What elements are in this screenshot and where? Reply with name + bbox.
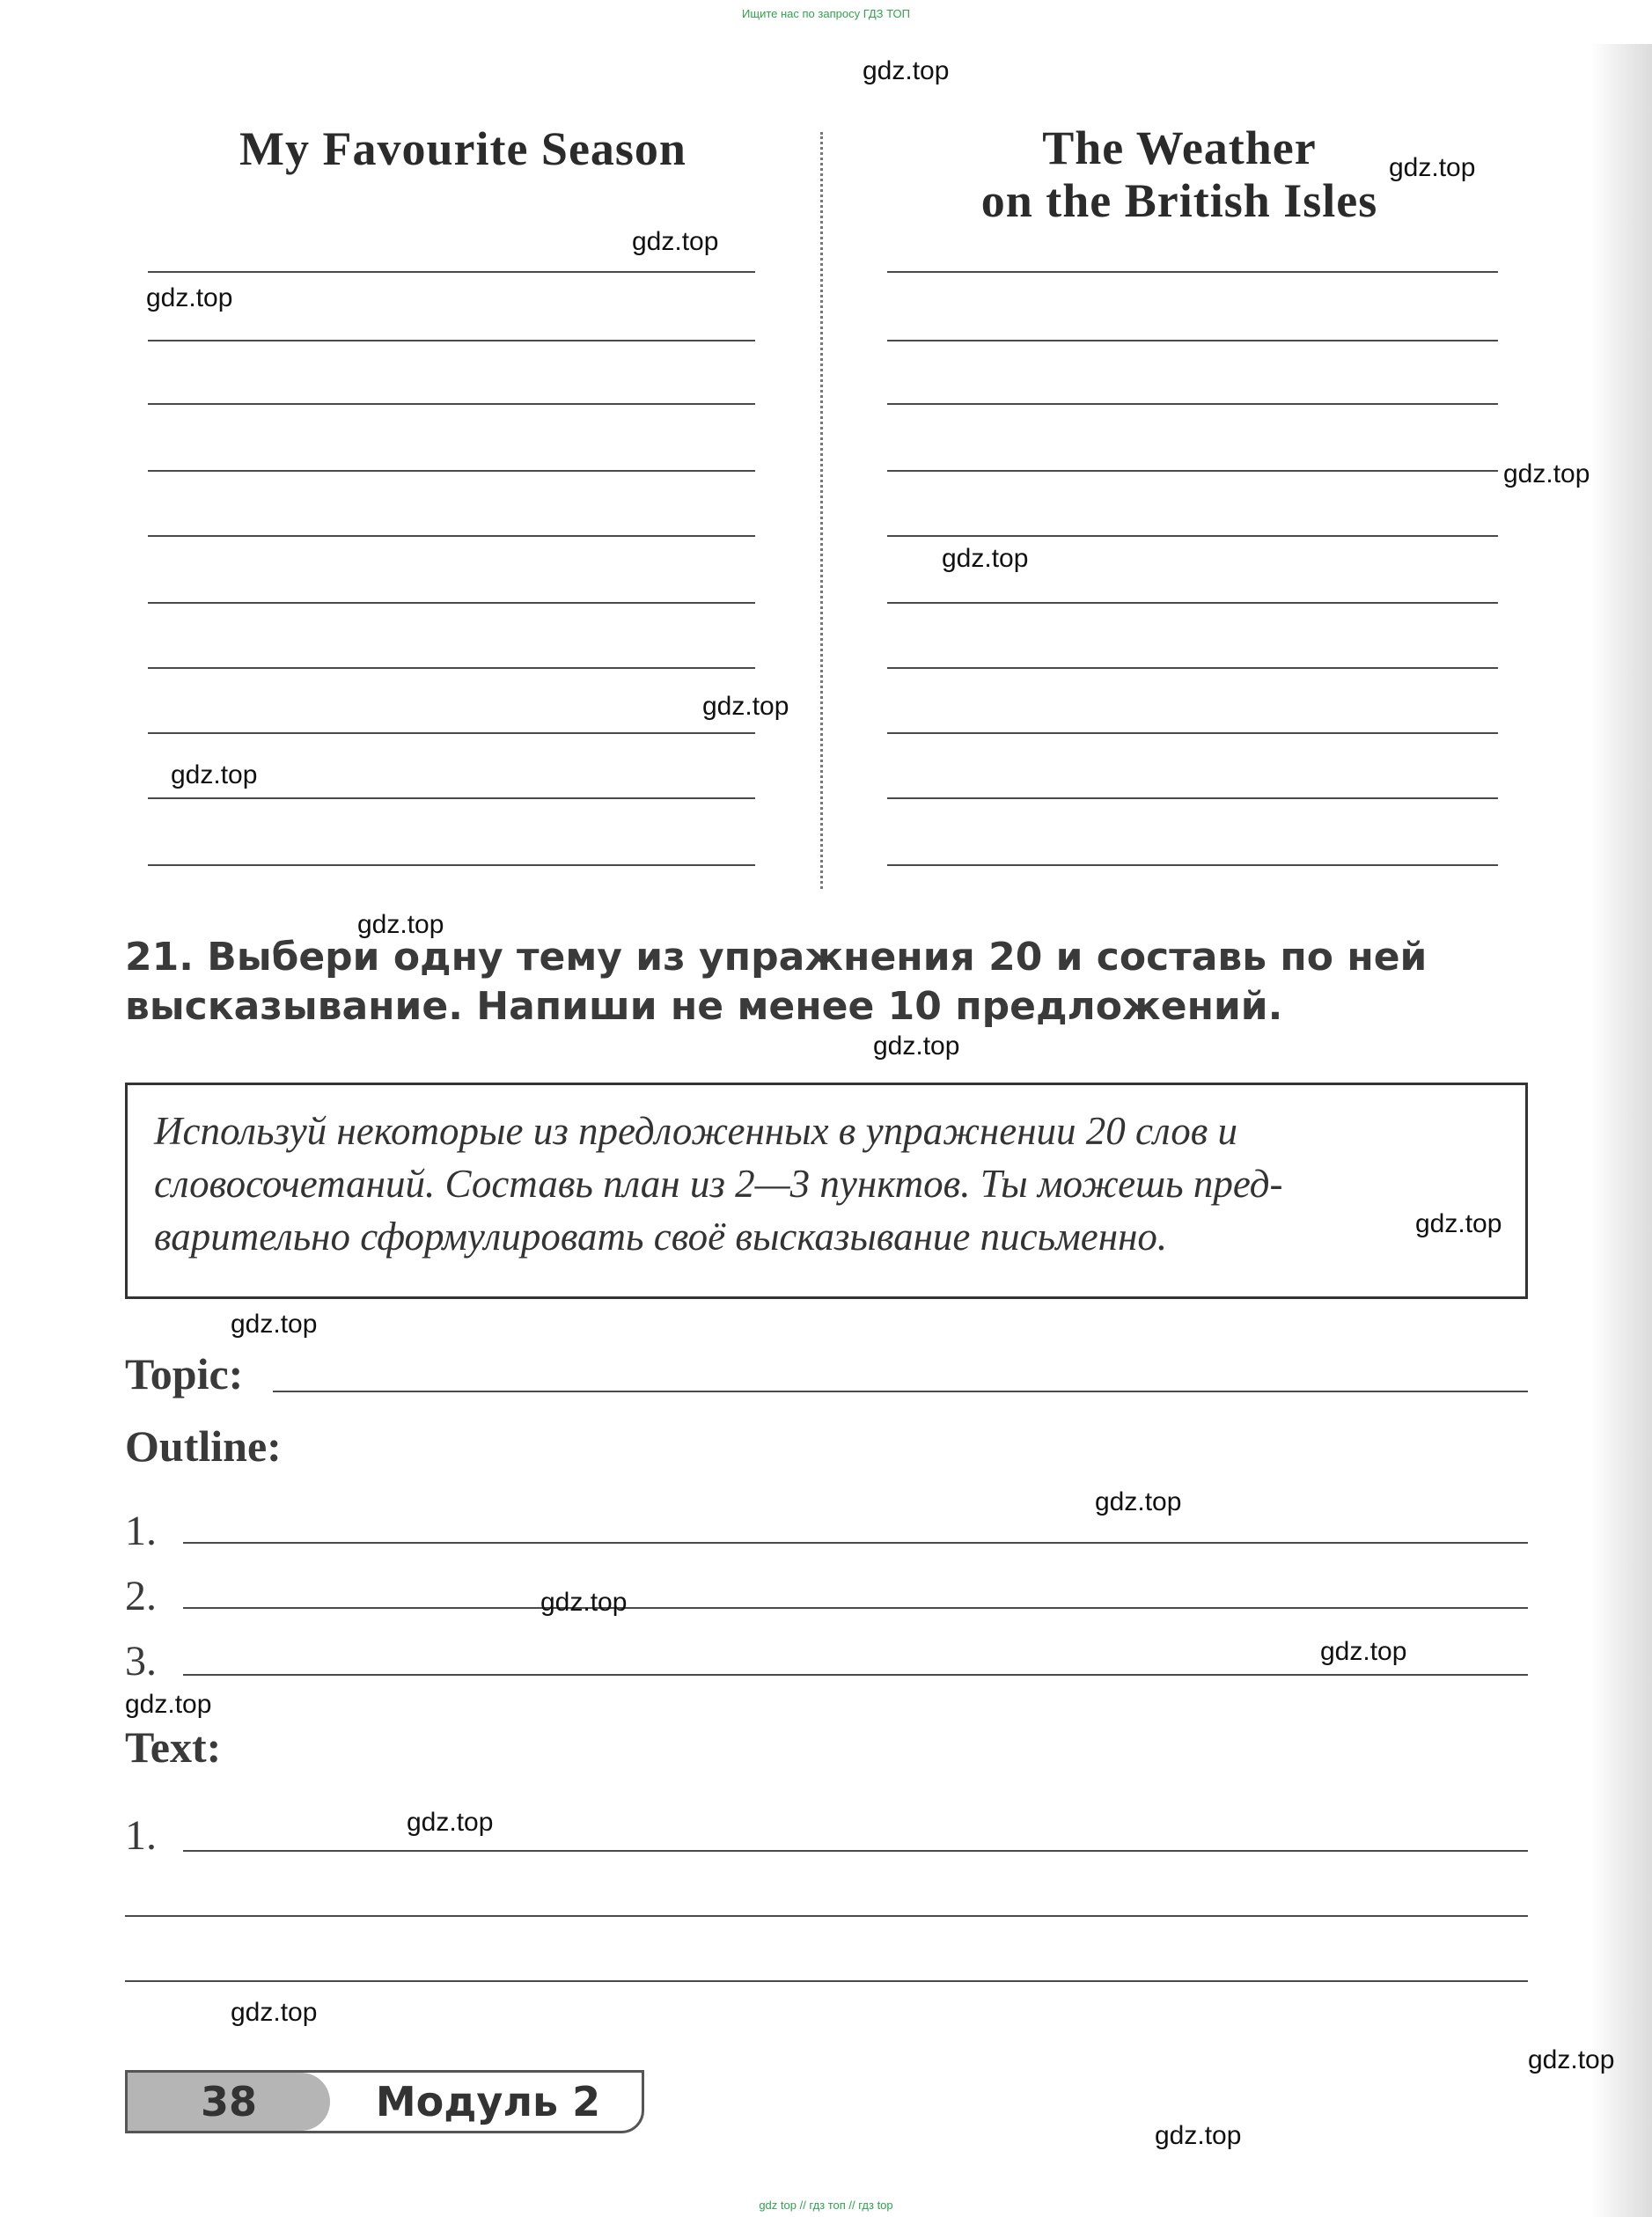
watermark: gdz.top xyxy=(873,1031,960,1061)
right-writing-line[interactable] xyxy=(887,667,1498,669)
left-writing-line[interactable] xyxy=(148,864,755,866)
exercise-21-task xyxy=(125,933,1528,1031)
left-writing-line[interactable] xyxy=(148,602,755,604)
right-writing-line[interactable] xyxy=(887,470,1498,472)
watermark: gdz.top xyxy=(1415,1209,1502,1238)
watermark: gdz.top xyxy=(540,1588,628,1617)
topic-label: Topic: xyxy=(125,1349,244,1398)
right-writing-line[interactable] xyxy=(887,602,1498,604)
text-label: Text: xyxy=(125,1722,222,1772)
right-title-line-1: The Weather xyxy=(1042,121,1317,174)
right-writing-line[interactable] xyxy=(887,340,1498,341)
text-line-1[interactable] xyxy=(183,1850,1528,1852)
left-writing-line[interactable] xyxy=(148,732,755,734)
hint-line-2: словосочетаний. Составь план из 2—3 пунктов. Ты можешь пред- xyxy=(154,1162,1283,1206)
watermark: gdz.top xyxy=(632,227,719,256)
watermark: gdz.top xyxy=(231,1310,318,1339)
watermark: gdz.top xyxy=(357,910,444,939)
outline-line-3[interactable] xyxy=(183,1674,1528,1676)
header-note: Ищите нас по запросу ГДЗ ТОП xyxy=(742,7,910,20)
hint-line-3: варительно сформулировать своё высказывание письменно. xyxy=(154,1215,1168,1259)
outline-number-1: 1. xyxy=(125,1508,157,1554)
outline-line-1[interactable] xyxy=(183,1542,1528,1544)
left-writing-line[interactable] xyxy=(148,403,755,405)
watermark: gdz.top xyxy=(1389,153,1476,182)
page-number: 38 xyxy=(128,2073,330,2131)
page-footer xyxy=(125,2070,644,2133)
left-writing-line[interactable] xyxy=(148,535,755,537)
left-writing-line[interactable] xyxy=(148,340,755,341)
page-edge-shadow xyxy=(1590,44,1652,2217)
left-column-title: My Favourite Season xyxy=(239,122,686,175)
hint-line-1: Используй некоторые из предложенных в упражнении 20 слов и xyxy=(154,1109,1237,1153)
right-writing-line[interactable] xyxy=(887,403,1498,405)
watermark: gdz.top xyxy=(702,692,789,721)
outline-number-2: 2. xyxy=(125,1573,157,1619)
outline-line-2[interactable] xyxy=(183,1607,1528,1609)
left-writing-line[interactable] xyxy=(148,667,755,669)
text-number-1: 1. xyxy=(125,1812,157,1859)
watermark: gdz.top xyxy=(171,760,258,789)
right-writing-line[interactable] xyxy=(887,732,1498,734)
right-writing-line[interactable] xyxy=(887,797,1498,799)
watermark: gdz.top xyxy=(1503,459,1590,488)
right-title-line-2: on the British Isles xyxy=(980,174,1378,227)
watermark: gdz.top xyxy=(1320,1637,1407,1666)
watermark: gdz.top xyxy=(407,1808,494,1837)
hint-box xyxy=(125,1083,1528,1299)
left-writing-line[interactable] xyxy=(148,470,755,472)
text-line-3[interactable] xyxy=(125,1980,1528,1982)
watermark: gdz.top xyxy=(942,544,1029,573)
right-writing-line[interactable] xyxy=(887,864,1498,866)
watermark: gdz.top xyxy=(1528,2045,1615,2074)
watermark: gdz.top xyxy=(125,1690,212,1719)
exercise-number: 21. xyxy=(125,935,194,980)
text-line-2[interactable] xyxy=(125,1915,1528,1917)
task-line-2: высказывание. Напиши не менее 10 предложений. xyxy=(125,984,1283,1029)
column-divider xyxy=(820,132,823,889)
right-column-title xyxy=(924,121,1435,227)
task-line-1 xyxy=(125,933,1528,982)
watermark: gdz.top xyxy=(1095,1487,1182,1516)
module-label: Модуль 2 xyxy=(375,2078,601,2125)
right-writing-line[interactable] xyxy=(887,535,1498,537)
watermark: gdz.top xyxy=(231,1998,318,2027)
outline-number-3: 3. xyxy=(125,1638,157,1685)
watermark: gdz.top xyxy=(146,283,233,312)
right-writing-line[interactable] xyxy=(887,271,1498,273)
outline-label: Outline: xyxy=(125,1421,282,1471)
left-writing-line[interactable] xyxy=(148,271,755,273)
left-writing-line[interactable] xyxy=(148,797,755,799)
watermark: gdz.top xyxy=(1155,2121,1242,2150)
bottom-note: gdz top // гдз топ // гдз top xyxy=(759,2199,893,2212)
watermark: gdz.top xyxy=(863,56,950,85)
task-text-1: Выбери одну тему из упражнения 20 и составь по ней xyxy=(207,935,1428,980)
topic-line[interactable] xyxy=(273,1391,1528,1392)
